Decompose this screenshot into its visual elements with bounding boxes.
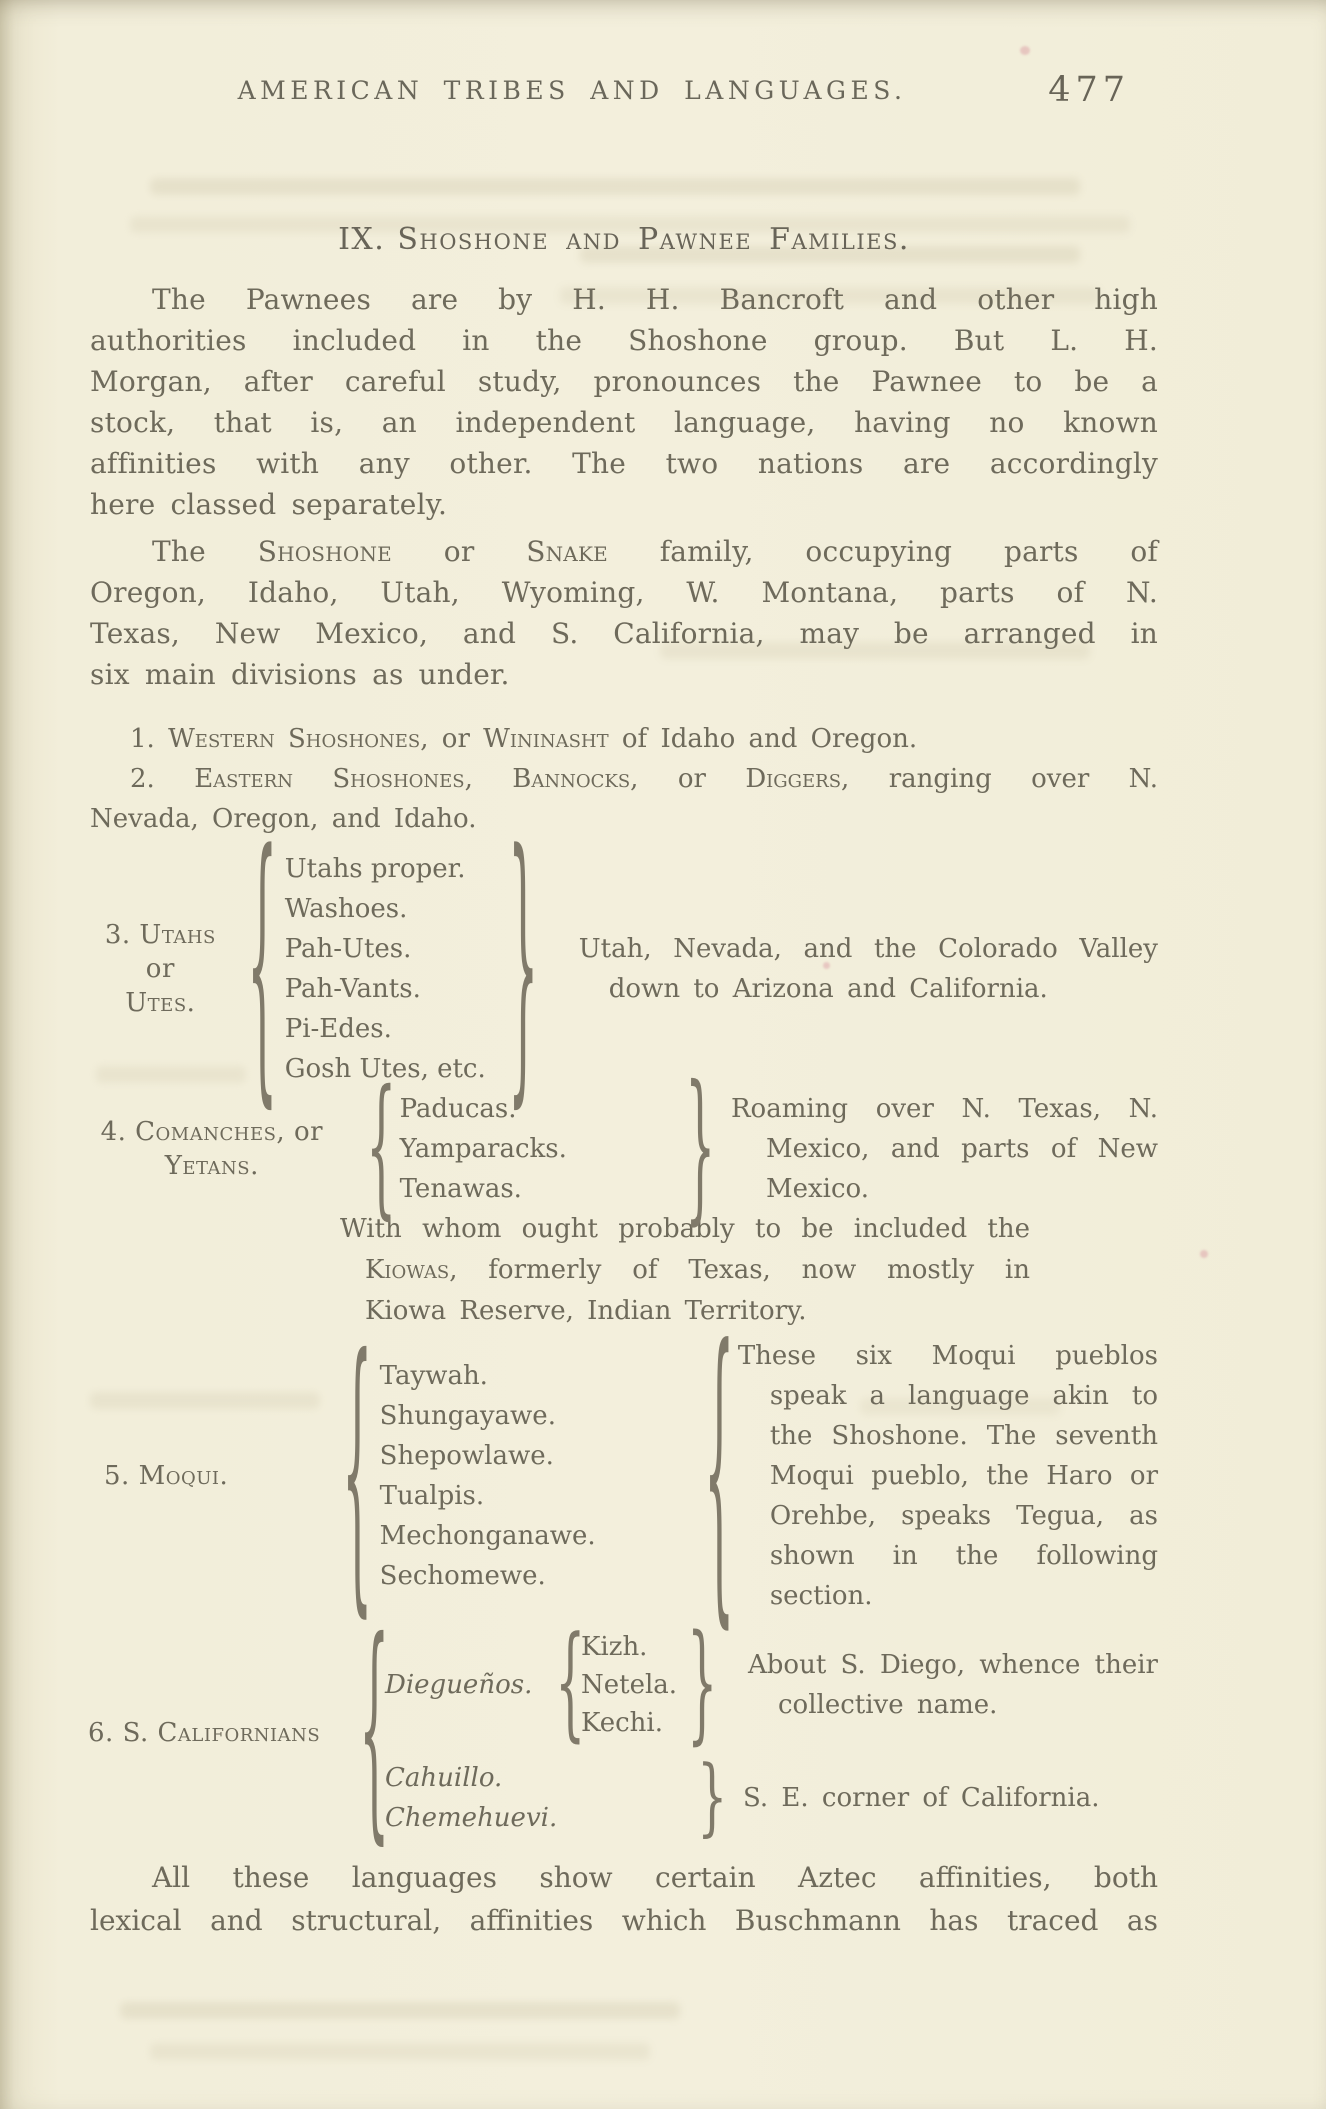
member-list <box>285 849 486 1089</box>
text-fragment: Wininasht <box>483 724 609 754</box>
text-line: authorities included in the Shoshone group. But L. H. <box>90 324 1158 357</box>
text-fragment: 1. <box>130 724 169 754</box>
brace-open: { <box>246 797 278 1136</box>
brace-open: { <box>555 1612 586 1756</box>
closing-paragraph <box>90 1856 1158 1942</box>
division-label <box>76 1716 357 1750</box>
member: Pah-Utes. <box>284 934 412 964</box>
member-list <box>380 1356 667 1596</box>
division-number: 3. <box>104 920 140 950</box>
text-line <box>340 1250 1030 1291</box>
text-fragment: family, occupying parts of <box>607 535 1158 568</box>
brace-open: { <box>359 1594 390 1868</box>
division-name: Utahs <box>139 920 216 950</box>
division-californians <box>76 1594 1158 1868</box>
division-label <box>72 1115 352 1183</box>
member: Yamparacks. <box>399 1134 567 1164</box>
brace-open: { <box>703 1287 735 1659</box>
text-fragment: or <box>638 764 746 794</box>
cahuillo-group <box>385 1748 1158 1846</box>
section-heading <box>90 222 1158 257</box>
section-numeral: IX. <box>338 222 386 257</box>
brace-close: } <box>507 797 539 1136</box>
text-line: Oregon, Idaho, Utah, Wyoming, W. Montana, parts of N. <box>90 576 1158 609</box>
member: Utahs proper. <box>284 854 466 884</box>
division-label <box>90 1459 340 1493</box>
text-line: stock, that is, an independent language, having no known <box>90 406 1158 439</box>
text-line: affinities with any other. The two nations are accordingly <box>90 447 1158 480</box>
bleedthrough-text <box>120 2002 680 2019</box>
paragraph-shoshone <box>90 531 1158 695</box>
member: Paducas. <box>399 1094 517 1124</box>
member: Washoes. <box>284 894 408 924</box>
region-note: S. E. corner of California. <box>743 1783 1100 1813</box>
brace-open: { <box>341 1301 373 1646</box>
member: Kechi. <box>581 1708 663 1738</box>
member: Taywah. <box>379 1361 488 1391</box>
member: Tualpis. <box>379 1481 485 1511</box>
brace-close: } <box>685 1053 716 1242</box>
text-fragment: ranging over N. <box>849 764 1159 794</box>
region-note: Roaming over N. Texas, N. Mexico, and parts of New Mexico. <box>730 1094 1158 1204</box>
member: Shungayawe. <box>379 1401 556 1431</box>
text-line: The Pawnees are by H. H. Bancroft and other high <box>152 283 1158 316</box>
text-fragment: Shoshone <box>257 535 392 568</box>
text-line: Texas, New Mexico, and S. California, may be arranged in <box>90 617 1158 650</box>
member: Netela. <box>581 1670 678 1700</box>
text-fragment: or <box>428 724 484 754</box>
member: Shepowlawe. <box>379 1441 554 1471</box>
text-line: six main divisions as under. <box>90 658 510 691</box>
member: Kizh. <box>581 1632 648 1662</box>
brace-open: { <box>365 1059 397 1236</box>
region-note: About S. Diego, whence their collective name. <box>748 1650 1158 1720</box>
label-line: Yetans. <box>164 1151 259 1181</box>
division-name: S. Californians <box>122 1718 321 1748</box>
page-number: 477 <box>1048 70 1130 110</box>
member-list <box>581 1628 685 1742</box>
label-line <box>76 918 245 952</box>
text-fragment: or <box>285 1117 324 1147</box>
division-item-1 <box>90 719 1158 759</box>
bleedthrough-text <box>150 2043 650 2060</box>
member: Sechomewe. <box>379 1561 546 1591</box>
member: Gosh Utes, etc. <box>284 1054 486 1084</box>
text-line: All these languages show certain Aztec affinities, both <box>152 1861 1158 1894</box>
paragraph-pawnees <box>90 279 1158 525</box>
division-name: Comanches, <box>135 1117 286 1147</box>
region-note: These six Moqui pueblos speak a language akin to the Shoshone. The seventh Moqui pueblo, the Haro or Orehbe, speaks Tegua, as shown in the following section. <box>737 1341 1158 1611</box>
text-fragment: Snake <box>526 535 608 568</box>
member: Pi-Edes. <box>284 1014 392 1044</box>
division-label <box>76 918 245 1020</box>
section-title: Shoshone and Pawnee Families. <box>397 222 910 257</box>
label-line <box>104 1459 340 1493</box>
brace-close: } <box>687 1609 718 1759</box>
text-fragment: formerly of Texas, now mostly in <box>457 1255 1030 1285</box>
division-number: 4. <box>100 1117 136 1147</box>
page-content <box>90 0 1158 1942</box>
label-line: or <box>145 954 175 984</box>
label-line: Utes. <box>125 988 196 1018</box>
text-fragment: Eastern Shoshones, Bannocks, <box>194 764 639 794</box>
member: Cahuillo. <box>385 1763 503 1793</box>
region-note: Utah, Nevada, and the Colorado Valley down to Arizona and California. <box>578 934 1158 1004</box>
text-fragment: Diggers, <box>745 764 850 794</box>
text-fragment: of Idaho and Oregon. <box>608 724 918 754</box>
label-line <box>72 1115 352 1149</box>
dieguenos-group <box>385 1609 1158 1759</box>
brace-close: } <box>697 1748 728 1846</box>
member-list <box>400 1089 683 1209</box>
text-line: here classed separately. <box>90 488 448 521</box>
member: Chemehuevi. <box>385 1803 558 1833</box>
group-name: Diegueños. <box>385 1670 533 1700</box>
text-fragment: Western Shoshones, <box>168 724 429 754</box>
member: Pah-Vants. <box>284 974 421 1004</box>
member: Tenawas. <box>399 1174 522 1204</box>
scan-artifact <box>1200 1250 1208 1258</box>
division-name: Moqui. <box>138 1461 229 1491</box>
text-line: Kiowa Reserve, Indian Territory. <box>365 1296 807 1326</box>
californians-groups <box>385 1609 1158 1846</box>
text-line <box>90 531 1158 572</box>
text-line: With whom ought probably to be included the <box>340 1214 1030 1244</box>
text-line: lexical and structural, affinities which Buschmann has traced as <box>90 1904 1158 1937</box>
division-item-2 <box>90 759 1158 799</box>
running-header <box>90 70 1158 122</box>
division-item-2-cont: Nevada, Oregon, and Idaho. <box>90 804 477 834</box>
division-number: 5. <box>104 1461 139 1491</box>
text-line: Morgan, after careful study, pronounces the Pawnee to be a <box>90 365 1158 398</box>
text-fragment: Kiowas, <box>365 1255 458 1285</box>
member-list <box>385 1758 575 1838</box>
member: Mechonganawe. <box>379 1521 596 1551</box>
text-fragment: or <box>391 535 527 568</box>
text-fragment: The <box>152 535 258 568</box>
header-title: AMERICAN TRIBES AND LANGUAGES. <box>237 76 907 105</box>
label-line <box>88 1716 357 1750</box>
text-fragment: 2. <box>130 764 195 794</box>
division-number: 6. <box>88 1718 123 1748</box>
